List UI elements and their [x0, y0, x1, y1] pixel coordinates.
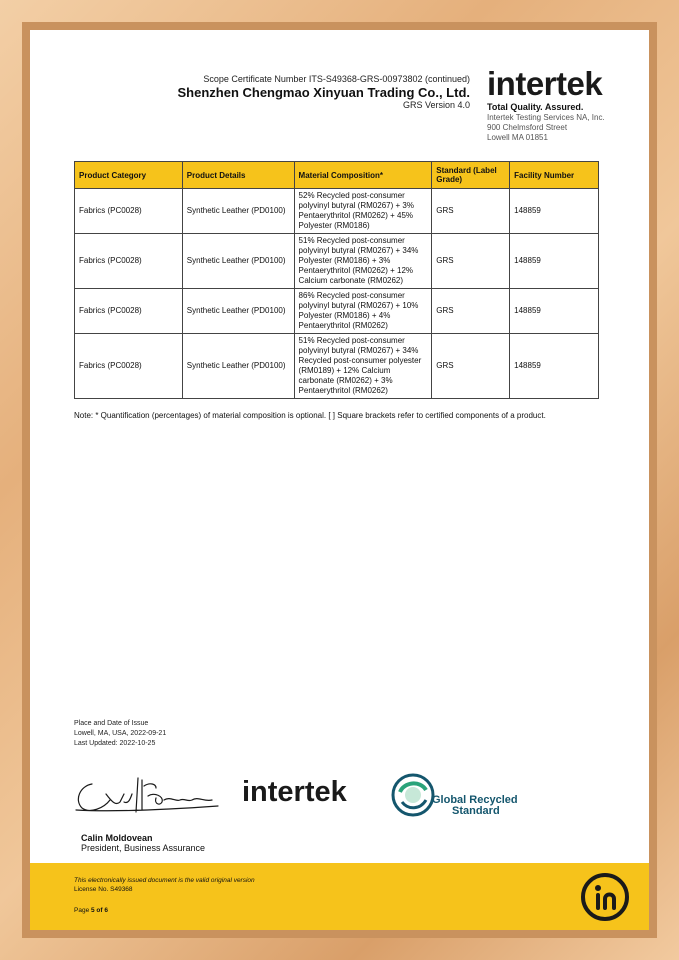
col-header-product-details: Product Details: [182, 162, 294, 189]
cell-material-composition: 86% Recycled post-consumer polyvinyl butyral (RM0267) + 10% Polyester (RM0186) + 4% Pentaerythritol (RM0262): [294, 289, 432, 334]
cell-product-details: Synthetic Leather (PD0100): [182, 334, 294, 399]
footer-license: License No. S49368: [74, 886, 133, 893]
footer-bar: [30, 863, 649, 930]
footer-validity-note: This electronically issued document is the valid original version: [74, 877, 255, 884]
scope-certificate-number: Scope Certificate Number ITS-S49368-GRS-00973802 (continued): [203, 74, 470, 84]
grs-line-1: Global Recycled: [432, 794, 518, 806]
col-header-product-category: Product Category: [75, 162, 183, 189]
table-row: [75, 334, 599, 399]
col-header-standard: Standard (Label Grade): [432, 162, 510, 189]
cell-product-category: Fabrics (PC0028): [75, 334, 183, 399]
col-header-facility-number: Facility Number: [510, 162, 599, 189]
intertek-logo-header: [487, 66, 605, 143]
cell-standard: GRS: [432, 234, 510, 289]
cell-facility-number: 148859: [510, 189, 599, 234]
cell-product-category: Fabrics (PC0028): [75, 234, 183, 289]
cell-material-composition: 51% Recycled post-consumer polyvinyl butyral (RM0267) + 34% Recycled post-consumer polyester (RM0189) + 12% Calcium carbonate (RM0262) + 3% Pentaerythritol (RM0262): [294, 334, 432, 399]
table-footnote: Note: * Quantification (percentages) of material composition is optional. [ ] Square brackets refer to certified components of a product.: [74, 411, 546, 420]
issue-info: [74, 719, 166, 749]
cell-standard: GRS: [432, 334, 510, 399]
company-name: Shenzhen Chengmao Xinyuan Trading Co., Ltd.: [177, 85, 470, 100]
cell-standard: GRS: [432, 189, 510, 234]
last-updated: Last Updated: 2022-10-25: [74, 740, 156, 747]
cell-material-composition: 52% Recycled post-consumer polyvinyl butyral (RM0267) + 3% Pentaerythritol (RM0262) + 45% Polyester (RM0186): [294, 189, 432, 234]
cell-facility-number: 148859: [510, 334, 599, 399]
grs-logo-text: [432, 795, 518, 817]
intertek-logo-center: intertek: [242, 776, 347, 808]
scope-table: [74, 161, 599, 399]
table-row: [75, 234, 599, 289]
intertek-wordmark: intertek: [487, 65, 603, 102]
grs-logo: [390, 772, 436, 823]
address-line-1: Intertek Testing Services NA, Inc.: [487, 113, 605, 122]
certificate-header: [30, 74, 470, 111]
cell-facility-number: 148859: [510, 289, 599, 334]
grs-line-2: Standard: [452, 805, 500, 817]
cell-standard: GRS: [432, 289, 510, 334]
signature-icon: [72, 772, 222, 817]
signer-title: President, Business Assurance: [81, 843, 206, 853]
page-indicator: [74, 907, 108, 914]
page-number: 5 of 6: [91, 907, 108, 914]
issue-label: Place and Date of Issue: [74, 720, 149, 727]
table-row: [75, 189, 599, 234]
logo-tagline: Total Quality. Assured.: [487, 102, 584, 112]
cell-product-category: Fabrics (PC0028): [75, 189, 183, 234]
issue-place-date: Lowell, MA, USA, 2022-09-21: [74, 730, 167, 737]
table-row: [75, 289, 599, 334]
cell-material-composition: 51% Recycled post-consumer polyvinyl butyral (RM0267) + 34% Polyester (RM0186) + 3% Pentaerythritol (RM0262) + 12% Calcium carbonate (RM0262): [294, 234, 432, 289]
grs-version: GRS Version 4.0: [402, 100, 470, 110]
cell-product-category: Fabrics (PC0028): [75, 289, 183, 334]
cell-facility-number: 148859: [510, 234, 599, 289]
cell-product-details: Synthetic Leather (PD0100): [182, 189, 294, 234]
cell-product-details: Synthetic Leather (PD0100): [182, 234, 294, 289]
certificate-page: [30, 30, 649, 930]
table-header-row: [75, 162, 599, 189]
intertek-in-icon: [578, 870, 632, 929]
cell-product-details: Synthetic Leather (PD0100): [182, 289, 294, 334]
signer-name: Calin Moldovean: [81, 833, 153, 843]
handwritten-signature: [72, 772, 222, 822]
address-line-3: Lowell MA 01851: [487, 133, 548, 142]
page-prefix: Page: [74, 907, 91, 914]
col-header-material-composition: Material Composition*: [294, 162, 432, 189]
signer-block: [81, 833, 205, 853]
address-line-2: 900 Chelmsford Street: [487, 123, 568, 132]
recycle-globe-icon: [390, 772, 436, 818]
